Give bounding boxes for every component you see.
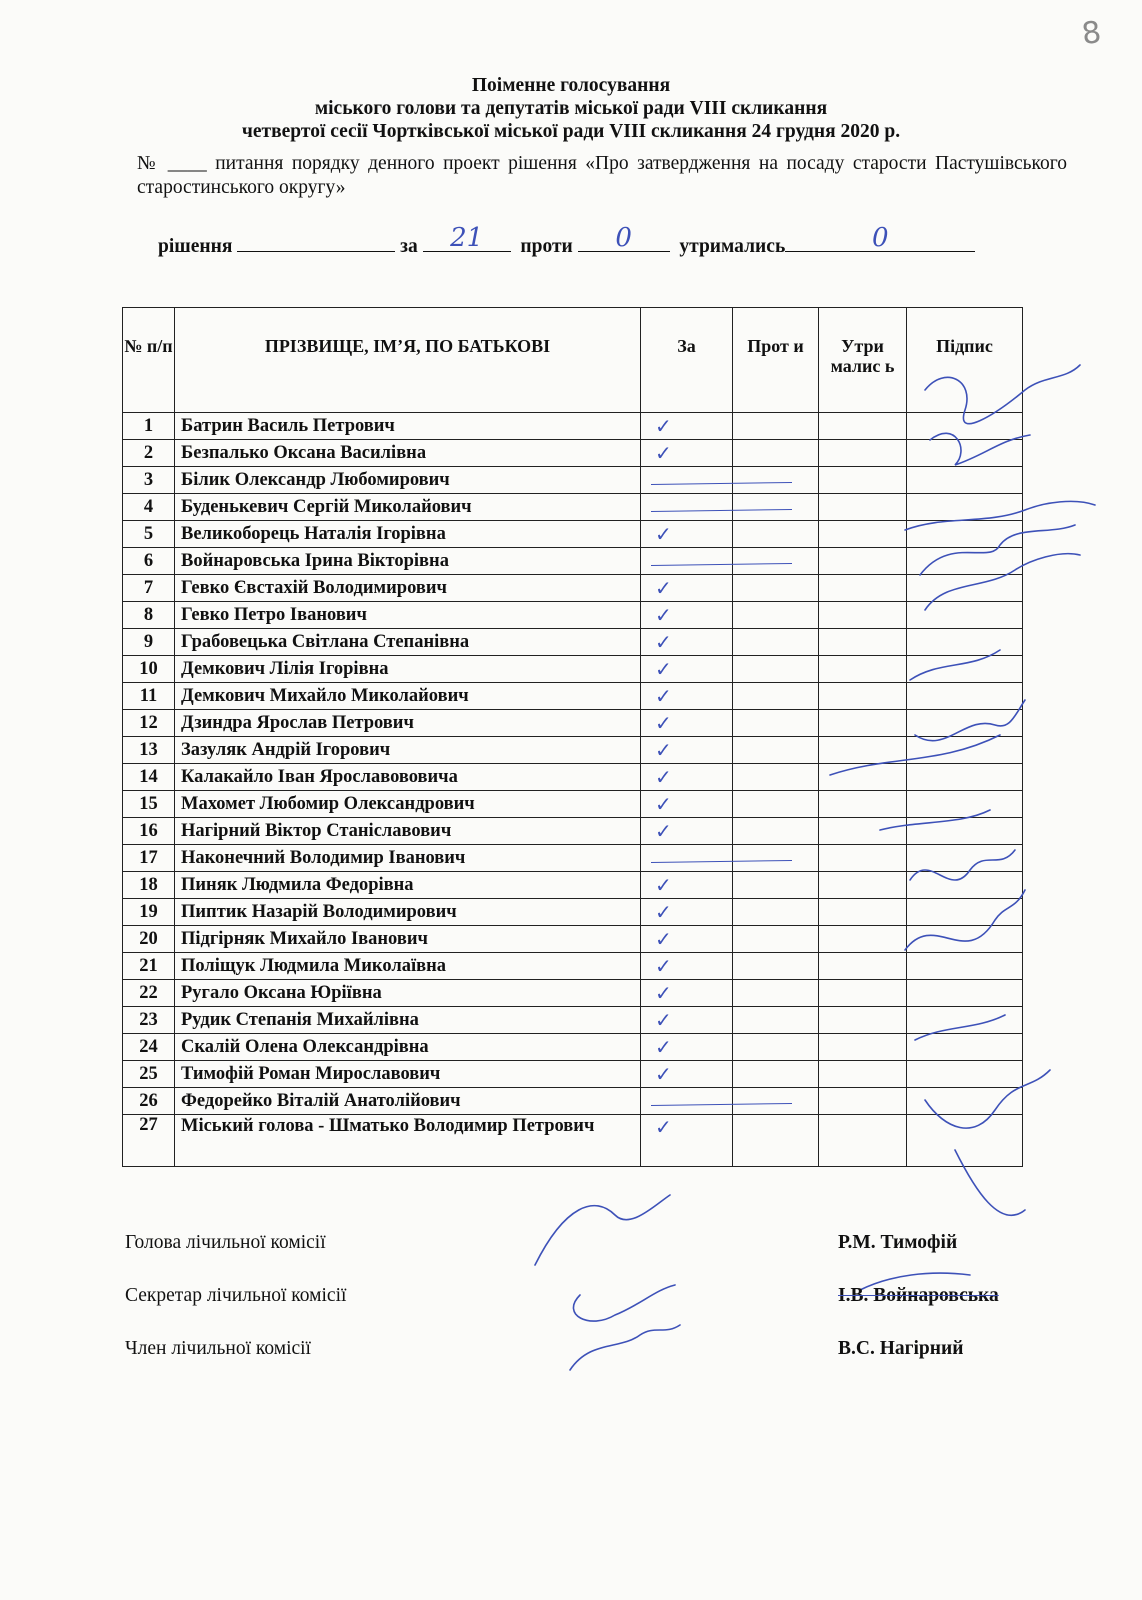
row-full-name: Рудик Степанія Михайлівна [175,1007,641,1034]
row-vote-for [641,845,733,872]
header-number: № п/п [123,308,175,413]
commission-secretary-name-text: І.В. Войнаровська [838,1285,999,1306]
row-signature [907,602,1023,629]
row-vote-for: ✓ [641,1115,733,1167]
row-vote-against [733,1007,819,1034]
row-number: 13 [123,737,175,764]
abstained-blank [785,223,975,253]
decision-blank [237,231,395,252]
row-number: 12 [123,710,175,737]
row-full-name: Зазуляк Андрій Ігорович [175,737,641,764]
row-vote-abstained [819,413,907,440]
row-signature [907,1088,1023,1115]
row-number: 25 [123,1061,175,1088]
row-vote-abstained [819,980,907,1007]
row-vote-against [733,818,819,845]
row-full-name: Білик Олександр Любомирович [175,467,641,494]
table-row [123,521,1023,548]
row-full-name: Дзиндра Ярослав Петрович [175,710,641,737]
row-vote-abstained [819,440,907,467]
row-number: 14 [123,764,175,791]
row-number: 2 [123,440,175,467]
row-vote-for: ✓ [641,602,733,629]
row-full-name: Поліщук Людмила Миколаївна [175,953,641,980]
row-signature [907,764,1023,791]
row-number: 17 [123,845,175,872]
row-vote-abstained [819,710,907,737]
row-signature [907,467,1023,494]
row-vote-for: ✓ [641,413,733,440]
row-number: 8 [123,602,175,629]
row-vote-against [733,1034,819,1061]
row-vote-abstained [819,872,907,899]
row-full-name: Войнаровська Ірина Вікторівна [175,548,641,575]
agenda-item-text: № ____ питання порядку денного проект рішення «Про затвердження на посаду старости Пастушівського старостинського округу» [137,153,1067,198]
page-number: 8 [1079,14,1104,53]
row-vote-against [733,1115,819,1167]
row-full-name: Федорейко Віталій Анатолійович [175,1088,641,1115]
row-number: 5 [123,521,175,548]
row-vote-abstained [819,764,907,791]
table-row [123,1088,1023,1115]
row-signature [907,1007,1023,1034]
decision-label: рішення [158,236,233,257]
table-row [123,899,1023,926]
table-row [123,926,1023,953]
header-abstained: Утри малис ь [819,308,907,413]
row-full-name: Скалій Олена Олександрівна [175,1034,641,1061]
table-row [123,467,1023,494]
row-signature [907,818,1023,845]
table-row [123,818,1023,845]
row-signature [907,521,1023,548]
table-row [123,1115,1023,1167]
title-line-2: міського голови та депутатів міської ради VIII скликання [314,98,828,119]
table-row [123,494,1023,521]
row-vote-abstained [819,737,907,764]
row-vote-against [733,791,819,818]
row-vote-against [733,656,819,683]
row-vote-for [641,494,733,521]
row-signature [907,1115,1023,1167]
row-full-name: Безпалько Оксана Василівна [175,440,641,467]
row-vote-against [733,980,819,1007]
row-signature [907,494,1023,521]
row-vote-for [641,467,733,494]
row-vote-abstained [819,953,907,980]
row-signature [907,872,1023,899]
row-signature [907,791,1023,818]
document-title [0,74,1142,143]
row-vote-for: ✓ [641,872,733,899]
row-vote-for: ✓ [641,764,733,791]
row-vote-against [733,899,819,926]
row-full-name: Підгірняк Михайло Іванович [175,926,641,953]
table-body [123,413,1023,1167]
row-full-name: Гевко Євстахій Володимирович [175,575,641,602]
row-full-name: Тимофій Роман Мирославович [175,1061,641,1088]
row-vote-for: ✓ [641,926,733,953]
row-number: 3 [123,467,175,494]
table-row [123,602,1023,629]
row-vote-for: ✓ [641,953,733,980]
row-signature [907,953,1023,980]
row-full-name: Гевко Петро Іванович [175,602,641,629]
row-vote-abstained [819,1115,907,1167]
table-row [123,710,1023,737]
row-vote-abstained [819,629,907,656]
decision-result-line [158,223,1058,258]
roll-call-table [122,307,1023,1167]
row-full-name: Буденькевич Сергій Миколайович [175,494,641,521]
against-label: проти [520,236,573,257]
table-row [123,791,1023,818]
row-number: 10 [123,656,175,683]
row-vote-abstained [819,1061,907,1088]
table-row [123,629,1023,656]
row-vote-against [733,1061,819,1088]
for-label: за [400,236,418,257]
row-vote-for: ✓ [641,899,733,926]
row-full-name: Нагірний Віктор Станіславович [175,818,641,845]
row-vote-against [733,710,819,737]
row-vote-abstained [819,899,907,926]
table-row [123,872,1023,899]
row-vote-for: ✓ [641,791,733,818]
row-signature [907,710,1023,737]
table-row [123,764,1023,791]
row-vote-against [733,845,819,872]
title-line-1: Поіменне голосування [471,75,671,96]
table-row [123,845,1023,872]
row-vote-for: ✓ [641,656,733,683]
row-full-name: Ругало Оксана Юріївна [175,980,641,1007]
row-vote-abstained [819,521,907,548]
against-blank [578,223,670,253]
row-vote-for [641,548,733,575]
table-row [123,1007,1023,1034]
row-vote-for: ✓ [641,1034,733,1061]
row-vote-abstained [819,1034,907,1061]
row-vote-abstained [819,1088,907,1115]
row-signature [907,737,1023,764]
row-number: 18 [123,872,175,899]
row-vote-against [733,575,819,602]
row-number: 27 [123,1115,175,1167]
row-signature [907,926,1023,953]
row-signature [907,413,1023,440]
commission-head-label: Голова лічильної комісії [125,1232,326,1253]
row-signature [907,1061,1023,1088]
row-number: 22 [123,980,175,1007]
row-number: 15 [123,791,175,818]
row-number: 26 [123,1088,175,1115]
table-row [123,575,1023,602]
row-number: 19 [123,899,175,926]
table-row [123,440,1023,467]
commission-secretary-name [838,1285,999,1307]
row-vote-abstained [819,494,907,521]
row-vote-against [733,683,819,710]
row-vote-abstained [819,683,907,710]
row-signature [907,899,1023,926]
table-row [123,980,1023,1007]
row-vote-against [733,737,819,764]
row-number: 4 [123,494,175,521]
row-full-name: Грабовецька Світлана Степанівна [175,629,641,656]
commission-member-name: В.С. Нагірний [838,1338,964,1359]
row-vote-against [733,440,819,467]
row-full-name: Наконечний Володимир Іванович [175,845,641,872]
row-number: 1 [123,413,175,440]
table-row [123,1034,1023,1061]
row-vote-for: ✓ [641,1061,733,1088]
row-signature [907,683,1023,710]
row-vote-for: ✓ [641,440,733,467]
row-vote-for: ✓ [641,710,733,737]
row-number: 16 [123,818,175,845]
row-vote-for: ✓ [641,737,733,764]
row-vote-against [733,629,819,656]
row-vote-against [733,467,819,494]
table-row [123,953,1023,980]
row-number: 11 [123,683,175,710]
row-number: 23 [123,1007,175,1034]
row-full-name: Калакайло Іван Ярославововича [175,764,641,791]
row-signature [907,1034,1023,1061]
row-number: 7 [123,575,175,602]
row-vote-against [733,872,819,899]
table-header-row [123,308,1023,413]
header-against: Прот и [733,308,819,413]
header-full-name: ПРІЗВИЩЕ, ІМ’Я, ПО БАТЬКОВІ [175,308,641,413]
row-vote-for: ✓ [641,575,733,602]
for-count: 21 [450,223,484,253]
header-signature: Підпис [907,308,1023,413]
row-vote-abstained [819,602,907,629]
row-vote-abstained [819,656,907,683]
row-full-name: Батрин Василь Петрович [175,413,641,440]
row-vote-against [733,494,819,521]
abstained-label: утримались [679,236,786,257]
row-vote-abstained [819,818,907,845]
row-vote-abstained [819,575,907,602]
row-vote-for [641,1088,733,1115]
row-number: 9 [123,629,175,656]
row-number: 24 [123,1034,175,1061]
row-full-name: Демкович Михайло Миколайович [175,683,641,710]
header-for: За [641,308,733,413]
row-vote-against [733,413,819,440]
row-vote-abstained [819,845,907,872]
row-signature [907,548,1023,575]
row-vote-against [733,602,819,629]
table-row [123,737,1023,764]
row-number: 21 [123,953,175,980]
row-vote-for: ✓ [641,521,733,548]
table-row [123,656,1023,683]
row-vote-against [733,548,819,575]
row-vote-against [733,1088,819,1115]
row-vote-abstained [819,791,907,818]
row-vote-for: ✓ [641,683,733,710]
row-vote-abstained [819,467,907,494]
row-signature [907,440,1023,467]
commission-member-label: Член лічильної комісії [125,1338,311,1359]
row-vote-for: ✓ [641,629,733,656]
title-line-3: четвертої сесії Чортківської міської ради VIII скликання 24 грудня 2020 р. [241,121,901,142]
commission-secretary-label: Секретар лічильної комісії [125,1285,347,1306]
row-signature [907,575,1023,602]
table-row [123,413,1023,440]
row-signature [907,980,1023,1007]
row-full-name: Великоборець Наталія Ігорівна [175,521,641,548]
row-vote-for: ✓ [641,980,733,1007]
commission-head-name: Р.М. Тимофій [838,1232,958,1253]
table-row [123,1061,1023,1088]
row-vote-for: ✓ [641,1007,733,1034]
table-row [123,548,1023,575]
row-number: 6 [123,548,175,575]
row-vote-abstained [819,548,907,575]
row-full-name: Міський голова - Шматько Володимир Петрович [175,1115,641,1167]
row-signature [907,845,1023,872]
for-blank [423,223,511,253]
row-vote-against [733,521,819,548]
row-full-name: Пиняк Людмила Федорівна [175,872,641,899]
row-number: 20 [123,926,175,953]
row-vote-against [733,764,819,791]
row-full-name: Махомет Любомир Олександрович [175,791,641,818]
row-full-name: Пиптик Назарій Володимирович [175,899,641,926]
row-vote-abstained [819,1007,907,1034]
abstained-count: 0 [871,223,889,253]
row-vote-against [733,926,819,953]
table-row [123,683,1023,710]
row-signature [907,629,1023,656]
against-count: 0 [615,223,632,253]
row-signature [907,656,1023,683]
row-full-name: Демкович Лілія Ігорівна [175,656,641,683]
row-vote-against [733,953,819,980]
row-vote-abstained [819,926,907,953]
row-vote-for: ✓ [641,818,733,845]
